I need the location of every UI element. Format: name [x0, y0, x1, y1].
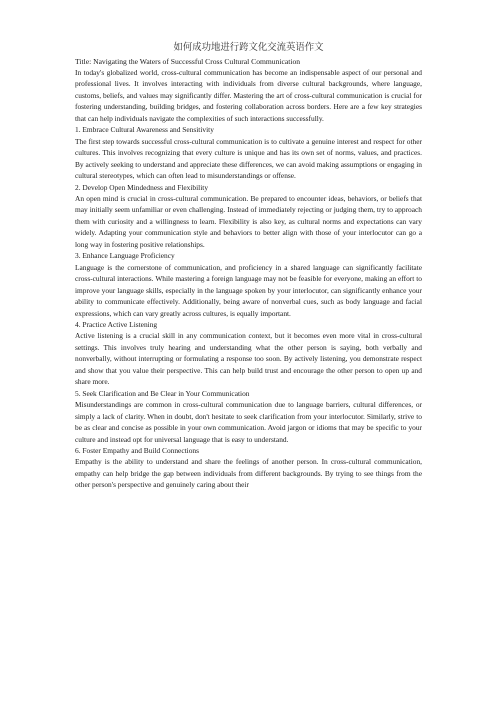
document-subtitle: Title: Navigating the Waters of Successful Cross Cultural Communication	[75, 57, 301, 66]
section-body-empathy: Empathy is the ability to understand and share the feelings of another person. In cross-cultural communication, empathy can help bridge the gap between individuals from different backgrounds. By trying to see things from the other person's perspective and genuinely caring about their	[75, 457, 422, 490]
intro-paragraph: In today's globalized world, cross-cultural communication has become an indispensable aspect of our personal and professional lives. It involves interacting with individuals from diverse cultural backgrounds, where language, customs, beliefs, and values may significantly differ. Mastering the art of cross-cultural communication is crucial for fostering understanding, building bridges, and fostering collaboration across borders. Here are a few key strategies that can help individuals navigate the complexities of such interactions successfully.	[75, 68, 422, 123]
section-heading-active-listening: 4. Practice Active Listening	[75, 319, 158, 329]
section-body-cultural-awareness: The first step towards successful cross-cultural communication is to cultivate a genuine interest and respect for other cultures. This involves recognizing that every culture is unique and has its own set of norms, values, and practices. By actively seeking to understand and appreciate these differences, we can avoid making assumptions or engaging in cultural stereotypes, which can often lead to misunderstandings or offense.	[75, 136, 422, 181]
section-body-open-mindedness: An open mind is crucial in cross-cultural communication. Be prepared to encounter ideas, behaviors, or beliefs that may initially seem unfamiliar or even challenging. Instead of immediately rejecting or judging them, try to approach them with curiosity and a willingness to learn. Flexibility is also key, as cultural norms and expectations can vary widely. Adapting your communication style and behaviors to better align with those of your interlocutor can go a long way in fostering positive relationships.	[75, 193, 422, 249]
section-heading-open-mindedness: 2. Develop Open Mindedness and Flexibility	[75, 182, 209, 192]
section-body-clarification: Misunderstandings are common in cross-cultural communication due to language barriers, cultural differences, or simply a lack of clarity. When in doubt, don't hesitate to seek clarification from your interlocutor. Similarly, strive to be as clear and concise as possible in your own communication. Avoid jargon or idioms that may be specific to your culture and instead opt for universal language that is easy to understand.	[75, 400, 422, 444]
section-heading-language-proficiency: 3. Enhance Language Proficiency	[75, 251, 175, 261]
document-page	[75, 42, 422, 491]
section-heading-empathy: 6. Foster Empathy and Build Connections	[75, 445, 199, 455]
section-heading-cultural-awareness: 1. Embrace Cultural Awareness and Sensitivity	[75, 125, 214, 135]
section-body-language-proficiency: Language is the cornerstone of communication, and proficiency in a shared language can significantly facilitate cross-cultural interactions. While mastering a foreign language may not be feasible for everyone, making an effort to improve your language skills, especially in the language spoken by your interlocutor, can significantly enhance your ability to communicate effectively. Additionally, being aware of nonverbal cues, such as body language and facial expressions, which can vary greatly across cultures, is equally important.	[75, 262, 422, 318]
section-body-active-listening: Active listening is a crucial skill in any communication context, but it becomes even more vital in cross-cultural settings. This involves truly hearing and understanding what the other person is saying, both verbally and nonverbally, without interrupting or formulating a response too soon. By actively listening, you demonstrate respect and show that you value their perspective. This can help build trust and encourage the other person to open up and share more.	[75, 331, 422, 387]
section-heading-clarification: 5. Seek Clarification and Be Clear in Your Communication	[75, 388, 250, 398]
document-title: 如何成功地进行跨文化交流英语作文	[173, 43, 324, 53]
